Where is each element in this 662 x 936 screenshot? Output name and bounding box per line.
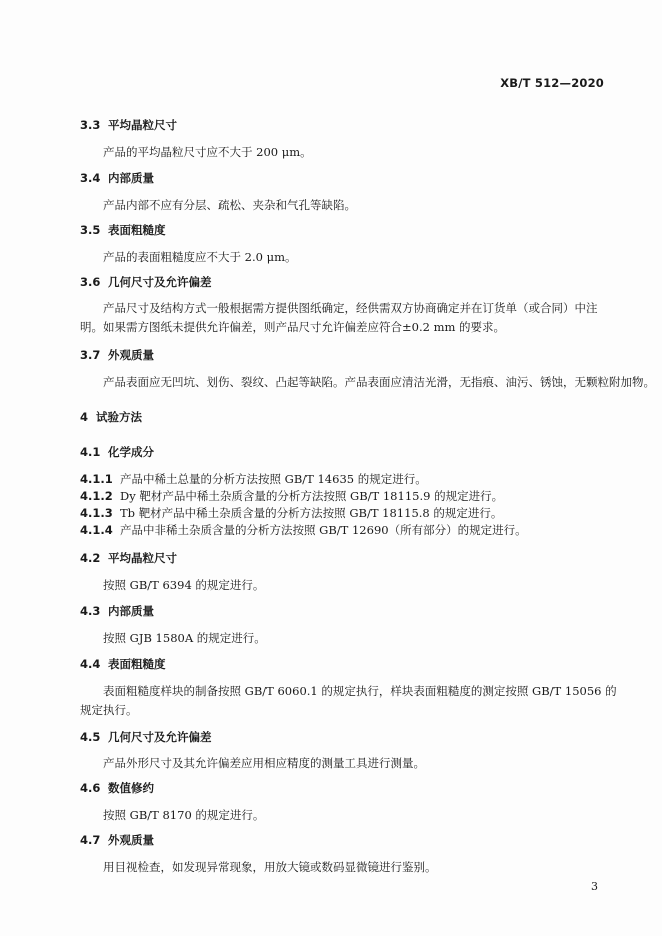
clause-number: 4.1.3 (80, 506, 113, 520)
section-3-5-text: 产品的表面粗糙度应不大于 2.0 μm。 (103, 250, 297, 264)
clause-text: Tb 靶材产品中稀土杂质含量的分析方法按照 GB/T 18115.8 的规定进行。 (120, 506, 503, 520)
section-4-2-text: 按照 GB/T 6394 的规定进行。 (103, 578, 265, 592)
section-title: 平均晶粒尺寸 (108, 118, 177, 132)
section-3-3-text: 产品的平均晶粒尺寸应不大于 200 μm。 (103, 145, 312, 159)
section-4-1-heading (80, 444, 154, 460)
section-3-7-heading (80, 347, 154, 363)
clause-4-1-1 (80, 471, 427, 487)
section-4-6-heading (80, 780, 154, 796)
section-number: 3.7 (80, 348, 101, 362)
section-4-3-heading (80, 603, 154, 619)
clause-text: 产品中稀土总量的分析方法按照 GB/T 14635 的规定进行。 (120, 472, 427, 486)
section-title: 平均晶粒尺寸 (108, 551, 177, 565)
paragraph-line: 明。如果需方图纸未提供允许偏差，则产品尺寸允许偏差应符合±0.2 mm 的要求。 (80, 320, 506, 334)
clause-4-1-3 (80, 505, 502, 521)
section-title: 几何尺寸及允许偏差 (108, 275, 212, 289)
section-number: 4.4 (80, 657, 101, 671)
standard-code: XB/T 512—2020 (500, 76, 604, 90)
section-3-4-text: 产品内部不应有分层、疏松、夹杂和气孔等缺陷。 (103, 198, 356, 212)
section-title: 几何尺寸及允许偏差 (108, 730, 212, 744)
clause-4-1-4 (80, 522, 527, 538)
section-4-7-heading (80, 832, 154, 848)
section-3-4-heading (80, 170, 154, 186)
chapter-title: 试验方法 (96, 410, 142, 424)
chapter-4-heading (80, 409, 142, 425)
section-number: 4.3 (80, 604, 101, 618)
section-title: 外观质量 (108, 833, 154, 847)
section-4-4-text (80, 682, 617, 720)
section-title: 表面粗糙度 (108, 657, 166, 671)
section-4-4-heading (80, 656, 166, 672)
section-number: 4.7 (80, 833, 101, 847)
section-title: 外观质量 (108, 348, 154, 362)
clause-4-1-2 (80, 488, 503, 504)
section-4-6-text: 按照 GB/T 8170 的规定进行。 (103, 808, 265, 822)
section-3-7-text: 产品表面应无凹坑、划伤、裂纹、凸起等缺陷。产品表面应清洁光滑，无指痕、油污、锈蚀，无颗粒附加物。 (103, 375, 655, 389)
section-title: 内部质量 (108, 171, 154, 185)
section-title: 内部质量 (108, 604, 154, 618)
section-number: 4.2 (80, 551, 101, 565)
paragraph-line: 规定执行。 (80, 703, 138, 717)
page-number: 3 (591, 880, 598, 893)
section-4-3-text: 按照 GJB 1580A 的规定进行。 (103, 631, 266, 645)
section-number: 3.6 (80, 275, 101, 289)
clause-number: 4.1.2 (80, 489, 113, 503)
section-number: 3.3 (80, 118, 101, 132)
paragraph-line: 表面粗糙度样块的制备按照 GB/T 6060.1 的规定执行，样块表面粗糙度的测定按照 GB/T 15056 的 (103, 684, 617, 698)
clause-number: 4.1.1 (80, 472, 113, 486)
section-4-5-heading (80, 729, 212, 745)
section-title: 化学成分 (108, 445, 154, 459)
section-3-5-heading (80, 222, 166, 238)
section-4-7-text: 用目视检查，如发现异常现象，用放大镜或数码显微镜进行鉴别。 (103, 860, 437, 874)
section-title: 表面粗糙度 (108, 223, 166, 237)
section-title: 数值修约 (108, 781, 154, 795)
section-3-3-heading (80, 117, 177, 133)
section-3-6-text (80, 299, 600, 337)
chapter-number: 4 (80, 410, 89, 424)
section-number: 3.5 (80, 223, 101, 237)
section-4-2-heading (80, 550, 177, 566)
section-number: 4.5 (80, 730, 101, 744)
paragraph-line: 产品尺寸及结构方式一般根据需方提供图纸确定，经供需双方协商确定并在订货单（或合同）中注 (103, 301, 598, 315)
section-3-6-heading (80, 274, 212, 290)
clause-number: 4.1.4 (80, 523, 113, 537)
section-number: 4.1 (80, 445, 101, 459)
clause-text: 产品中非稀土杂质含量的分析方法按照 GB/T 12690（所有部分）的规定进行。 (120, 523, 527, 537)
clause-text: Dy 靶材产品中稀土杂质含量的分析方法按照 GB/T 18115.9 的规定进行。 (120, 489, 504, 503)
section-number: 4.6 (80, 781, 101, 795)
section-number: 3.4 (80, 171, 101, 185)
section-4-5-text: 产品外形尺寸及其允许偏差应用相应精度的测量工具进行测量。 (103, 756, 425, 770)
